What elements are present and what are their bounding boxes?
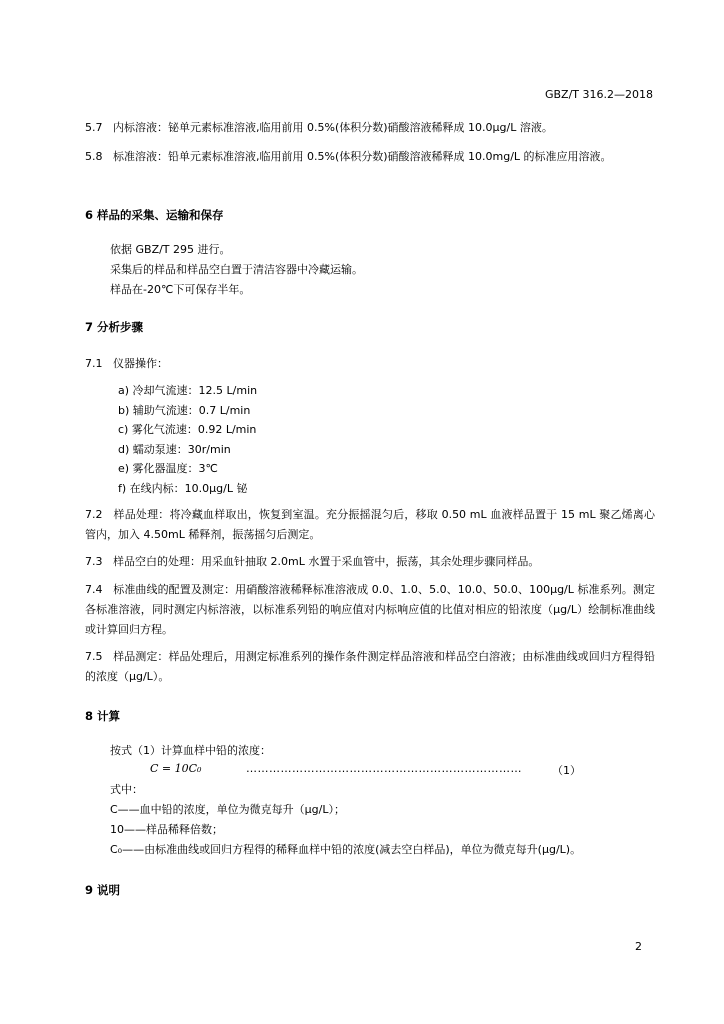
heading-8: 8 计算 [85,709,121,723]
variable-definitions [110,780,581,860]
page-number: 2 [635,940,642,953]
definition-c: C——血中铅的浓度，单位为微克每升（μg/L）； [110,803,345,816]
section-5-8 [85,147,655,167]
definition-c0: C₀——由标准曲线或回归方程得的稀释血样中铅的浓度(减去空白样品)，单位为微克每升(μg/L)。 [110,843,582,856]
section-number: 5.7 [85,121,103,134]
section-7-1 [85,354,655,374]
section-7-2 [85,505,655,545]
heading-7: 7 分析步骤 [85,320,144,334]
formula: C = 10C₀ [150,762,202,775]
instrument-settings-list [118,381,257,498]
section-6-body [110,240,363,300]
heading-6: 6 样品的采集、运输和保存 [85,208,224,222]
leader-dots: ……………………………………………………………… [246,762,522,775]
section-number: 7.2 [85,508,103,521]
section-text: 标准溶液：铅单元素标准溶液,临用前用 0.5%(体积分数)硝酸溶液稀释成 10.0mg/L 的标准应用溶液。 [113,150,612,163]
section-text: 仪器操作： [113,357,168,370]
section-number: 5.8 [85,150,103,163]
section-number: 7.4 [85,583,103,596]
list-item: a) 冷却气流速：12.5 L/min [118,384,258,397]
where-label: 式中： [110,783,143,796]
section-number: 7.5 [85,650,103,663]
section-7-5 [85,647,655,687]
paragraph-line: 样品在-20℃下可保存半年。 [110,283,251,296]
section-7-4 [85,580,655,640]
list-item: b) 辅助气流速：0.7 L/min [118,403,251,417]
list-item: e) 雾化器温度：3℃ [118,462,218,475]
section-5-7 [85,118,655,138]
list-item: d) 蠕动泵速：30r/min [118,442,231,456]
paragraph-line: 采集后的样品和样品空白置于清洁容器中冷藏运输。 [110,263,363,276]
section-text: 内标溶液：铋单元素标准溶液,临用前用 0.5%(体积分数)硝酸溶液稀释成 10.0μg/L 溶液。 [113,121,553,134]
equation-number: （1） [552,764,581,777]
section-text: 标准曲线的配置及测定：用硝酸溶液稀释标准溶液成 0.0、1.0、5.0、10.0、50.0、100μg/L 标准系列。测定各标准溶液，同时测定内标溶液，以标准系列铅的响应值对内标响应值的比值对相应的铅浓度（μg/L）绘制标准曲线或计算回归方程。 [85,583,655,636]
section-text: 样品空白的处理：用采血针抽取 2.0mL 水置于采血管中，振荡，其余处理步骤同样品。 [113,555,540,568]
definition-10: 10——样品稀释倍数； [110,823,223,836]
heading-9: 9 说明 [85,883,121,897]
section-text: 样品测定：样品处理后，用测定标准系列的操作条件测定样品溶液和样品空白溶液；由标准曲线或回归方程得铅的浓度（μg/L）。 [85,650,655,683]
document-code-header: GBZ/T 316.2—2018 [544,88,653,101]
paragraph-line: 依据 GBZ/T 295 进行。 [110,243,231,256]
list-item: c) 雾化气流速：0.92 L/min [118,423,257,436]
section-text: 样品处理：将冷藏血样取出，恢复到室温。充分振摇混匀后，移取 0.50 mL 血液样品置于 15 mL 聚乙烯离心管内，加入 4.50mL 稀释剂，振荡摇匀后测定。 [85,508,655,541]
list-item: f) 在线内标：10.0μg/L 铋 [118,481,248,495]
section-number: 7.1 [85,357,103,370]
section-number: 7.3 [85,555,103,568]
section-7-3 [85,552,655,572]
formula-intro: 按式（1）计算血样中铅的浓度： [110,744,271,757]
